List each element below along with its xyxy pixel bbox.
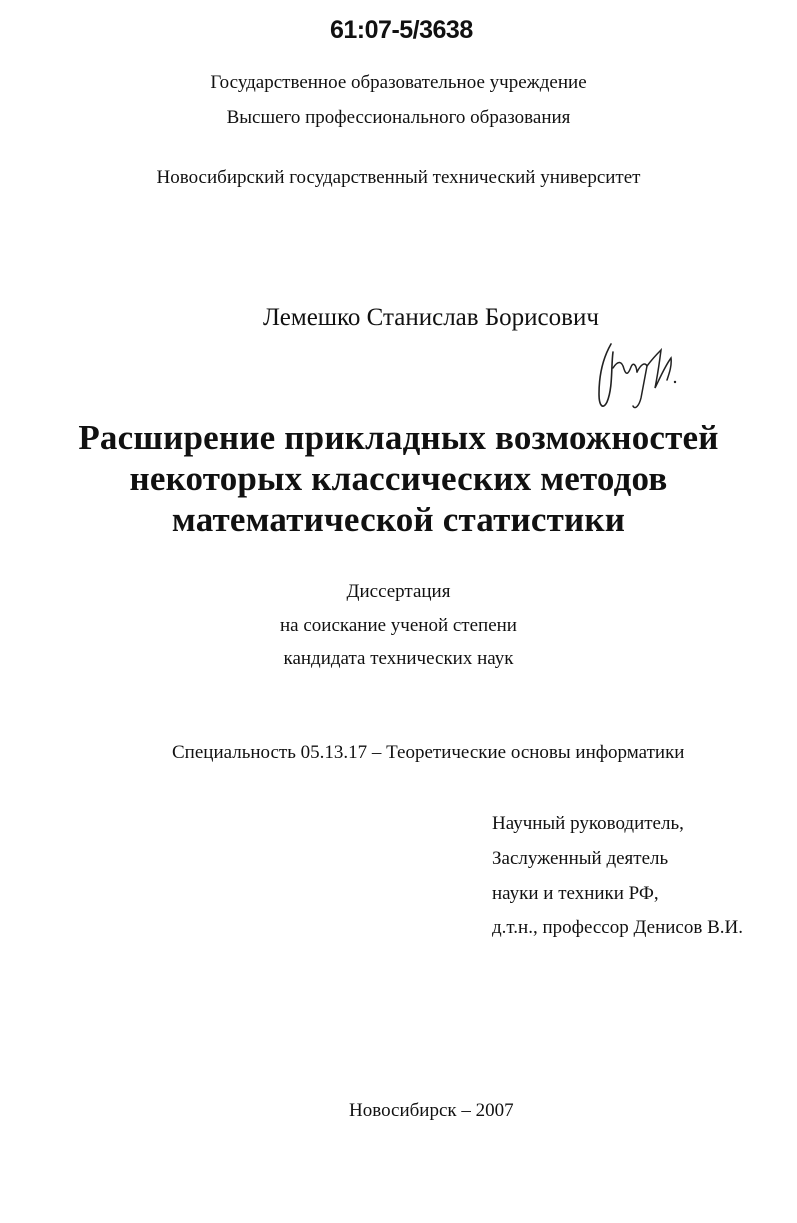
university-name: Новосибирский государственный технический университет: [156, 167, 641, 188]
dissertation-title-line-3: математической статистики: [171, 500, 626, 539]
advisor-line-1: Научный руководитель,: [492, 813, 684, 834]
document-type: Диссертация: [346, 581, 451, 602]
signature-icon: [585, 336, 685, 416]
institution-line-1: Государственное образовательное учреждение: [210, 72, 587, 93]
advisor-line-4: д.т.н., профессор Денисов В.И.: [492, 917, 743, 938]
city-year: Новосибирск – 2007: [349, 1100, 514, 1121]
degree-line-1: на соискание ученой степени: [280, 615, 517, 636]
author-name: Лемешко Станислав Борисович: [263, 304, 599, 331]
catalog-number: 61:07-5/3638: [330, 16, 473, 44]
specialty: Специальность 05.13.17 – Теоретические основы информатики: [172, 742, 685, 763]
institution-line-2: Высшего профессионального образования: [226, 107, 571, 128]
advisor-line-3: науки и техники РФ,: [492, 883, 659, 904]
advisor-line-2: Заслуженный деятель: [492, 848, 669, 869]
dissertation-title-line-2: некоторых классических методов: [129, 459, 668, 498]
degree-line-2: кандидата технических наук: [283, 648, 514, 669]
dissertation-title-line-1: Расширение прикладных возможностей: [78, 418, 719, 457]
